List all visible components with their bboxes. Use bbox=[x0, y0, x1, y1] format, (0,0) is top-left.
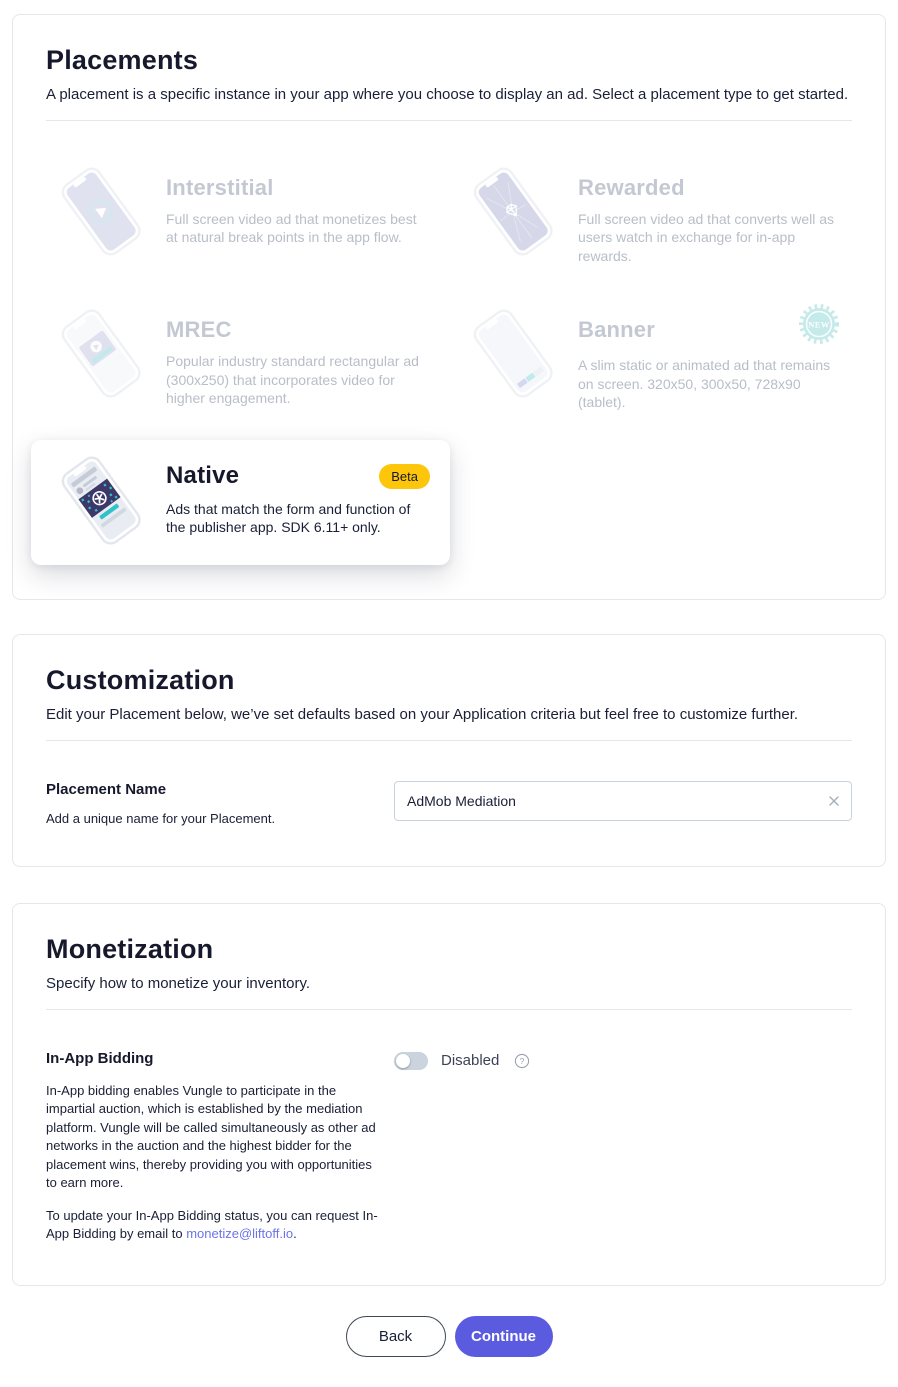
customization-card bbox=[12, 634, 886, 867]
placement-type-description: Popular industry standard rectangular ad (300x250) that incorporates video for higher engagement. bbox=[166, 353, 419, 407]
in-app-bidding-note: To update your In-App Bidding status, you can request In-App Bidding by email to monetize@liftoff.io. bbox=[46, 1207, 378, 1241]
placement-type-grid bbox=[46, 165, 852, 551]
back-button[interactable]: Back bbox=[346, 1316, 446, 1357]
in-app-bidding-status: Disabled bbox=[441, 1052, 500, 1070]
placement-type-description: A slim static or animated ad that remains on screen. 320x50, 300x50, 728x90 (tablet). bbox=[578, 357, 831, 411]
banner-phone-icon bbox=[458, 307, 563, 404]
placement-type-title: Banner bbox=[578, 317, 655, 343]
toggle-knob bbox=[396, 1054, 410, 1068]
placement-type-mrec[interactable] bbox=[46, 307, 440, 411]
monetization-subtitle: Specify how to monetize your inventory. bbox=[46, 974, 311, 992]
svg-text:NEW: NEW bbox=[808, 319, 830, 330]
placement-name-label: Placement Name bbox=[46, 780, 167, 798]
placement-type-description: Full screen video ad that monetizes best at natural break points in the app flow. bbox=[166, 211, 417, 246]
placement-name-helper: Add a unique name for your Placement. bbox=[46, 810, 276, 826]
beta-badge: Beta bbox=[379, 464, 430, 489]
placement-type-title: Native bbox=[166, 461, 240, 489]
svg-text:?: ? bbox=[520, 1056, 525, 1067]
native-phone-icon bbox=[46, 454, 151, 551]
placement-type-native[interactable] bbox=[31, 440, 450, 565]
placement-name-field bbox=[394, 781, 852, 821]
placement-type-description: Ads that match the form and function of the publisher app. SDK 6.11+ only. bbox=[166, 500, 411, 536]
placement-type-title: MREC bbox=[166, 317, 232, 343]
placement-type-title: Rewarded bbox=[578, 175, 685, 200]
customization-subtitle: Edit your Placement below, we’ve set defaults based on your Application criteria but feel free to customize further. bbox=[46, 705, 799, 723]
placement-name-input[interactable] bbox=[394, 781, 852, 821]
divider bbox=[46, 120, 852, 121]
placements-subtitle: A placement is a specific instance in your app where you choose to display an ad. Select a placement type to get started. bbox=[46, 86, 849, 103]
placements-title: Placements bbox=[46, 45, 199, 75]
new-badge bbox=[796, 301, 842, 347]
placements-card bbox=[12, 14, 886, 600]
monetization-title: Monetization bbox=[46, 933, 214, 964]
in-app-bidding-toggle[interactable] bbox=[394, 1052, 428, 1070]
monetization-card bbox=[12, 903, 886, 1287]
continue-button[interactable]: Continue bbox=[455, 1316, 553, 1357]
placement-type-title: Interstitial bbox=[166, 175, 274, 200]
clear-input-icon[interactable] bbox=[825, 792, 843, 810]
placement-type-description: Full screen video ad that converts well as users watch in exchange for in-app rewards. bbox=[578, 211, 835, 264]
divider bbox=[46, 1009, 852, 1010]
divider bbox=[46, 740, 852, 741]
mrec-phone-icon bbox=[46, 307, 151, 404]
rewarded-phone-icon bbox=[458, 165, 563, 262]
customization-title: Customization bbox=[46, 664, 235, 695]
monetize-email-link[interactable]: monetize@liftoff.io bbox=[186, 1225, 294, 1241]
in-app-bidding-description: In-App bidding enables Vungle to participate in the impartial auction, which is established by the mediation platform. Vungle will be called simultaneously as other ad networks in the auction and the highest bidder for the placement wins, thereby providing you with opportunities to earn more. bbox=[46, 1082, 376, 1191]
help-icon[interactable] bbox=[514, 1053, 530, 1069]
placement-type-banner[interactable] bbox=[458, 307, 852, 411]
interstitial-phone-icon bbox=[46, 165, 151, 262]
placement-type-rewarded[interactable] bbox=[458, 165, 852, 265]
action-bar bbox=[0, 1316, 898, 1357]
placement-type-interstitial[interactable] bbox=[46, 165, 440, 265]
in-app-bidding-label: In-App Bidding bbox=[46, 1049, 154, 1067]
